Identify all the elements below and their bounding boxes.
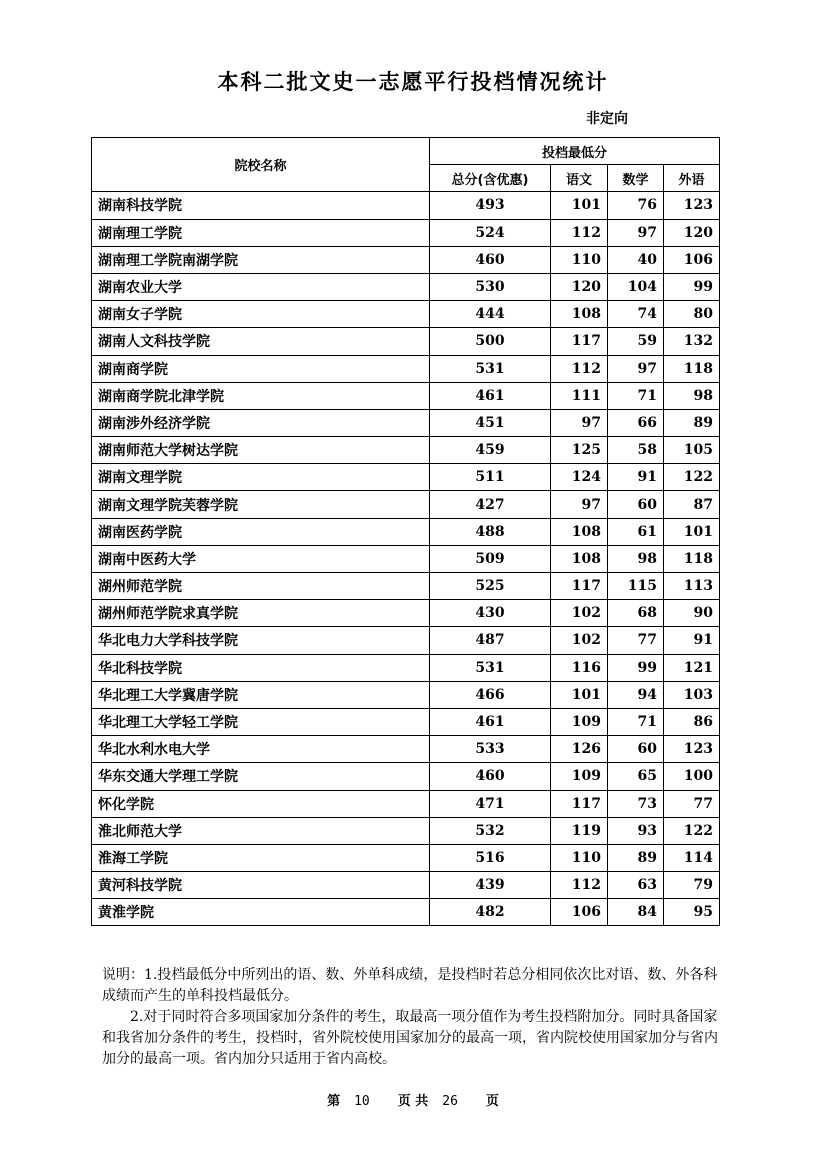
table-row [92, 273, 720, 300]
chinese-score-cell: 102 [551, 600, 608, 627]
table-row [92, 790, 720, 817]
total-score-cell: 461 [430, 708, 551, 735]
chinese-score-cell: 112 [551, 872, 608, 899]
table-row [92, 518, 720, 545]
table-row [92, 328, 720, 355]
chinese-score-cell: 108 [551, 301, 608, 328]
english-score-cell: 95 [664, 899, 720, 926]
math-score-cell: 68 [608, 600, 664, 627]
chinese-score-cell: 102 [551, 627, 608, 654]
english-score-cell: 90 [664, 600, 720, 627]
school-name-cell: 湖南医药学院 [92, 518, 430, 545]
school-name-cell: 黄河科技学院 [92, 872, 430, 899]
footer-prefix: 第 [327, 1094, 341, 1109]
table-row [92, 627, 720, 654]
school-name-cell: 湖南理工学院 [92, 219, 430, 246]
table-row [92, 600, 720, 627]
math-score-cell: 94 [608, 681, 664, 708]
header-school-name: 院校名称 [92, 138, 430, 192]
total-score-cell: 524 [430, 219, 551, 246]
math-score-cell: 76 [608, 192, 664, 219]
english-score-cell: 103 [664, 681, 720, 708]
chinese-score-cell: 106 [551, 899, 608, 926]
school-name-cell: 湖南农业大学 [92, 273, 430, 300]
school-name-cell: 淮海工学院 [92, 844, 430, 871]
chinese-score-cell: 97 [551, 409, 608, 436]
table-row [92, 301, 720, 328]
english-score-cell: 132 [664, 328, 720, 355]
english-score-cell: 120 [664, 219, 720, 246]
footer-page-total: 26 [442, 1094, 458, 1109]
english-score-cell: 122 [664, 464, 720, 491]
english-score-cell: 122 [664, 817, 720, 844]
school-name-cell: 湖州师范学院 [92, 573, 430, 600]
english-score-cell: 121 [664, 654, 720, 681]
chinese-score-cell: 97 [551, 491, 608, 518]
total-score-cell: 493 [430, 192, 551, 219]
total-score-cell: 460 [430, 246, 551, 273]
total-score-cell: 471 [430, 790, 551, 817]
total-score-cell: 466 [430, 681, 551, 708]
english-score-cell: 80 [664, 301, 720, 328]
math-score-cell: 60 [608, 736, 664, 763]
table-body [92, 192, 720, 926]
table-row [92, 491, 720, 518]
table-row [92, 464, 720, 491]
english-score-cell: 79 [664, 872, 720, 899]
total-score-cell: 460 [430, 763, 551, 790]
math-score-cell: 74 [608, 301, 664, 328]
notes-section [102, 965, 727, 1070]
chinese-score-cell: 101 [551, 192, 608, 219]
table-row [92, 545, 720, 572]
table-row [92, 192, 720, 219]
table-row [92, 872, 720, 899]
total-score-cell: 500 [430, 328, 551, 355]
english-score-cell: 89 [664, 409, 720, 436]
math-score-cell: 61 [608, 518, 664, 545]
total-score-cell: 531 [430, 355, 551, 382]
school-name-cell: 湖南商学院 [92, 355, 430, 382]
table-row [92, 654, 720, 681]
chinese-score-cell: 117 [551, 328, 608, 355]
school-name-cell: 淮北师范大学 [92, 817, 430, 844]
table-row [92, 763, 720, 790]
chinese-score-cell: 112 [551, 219, 608, 246]
english-score-cell: 87 [664, 491, 720, 518]
math-score-cell: 60 [608, 491, 664, 518]
english-score-cell: 118 [664, 545, 720, 572]
header-min-score: 投档最低分 [430, 138, 720, 165]
note-1: 说明：1.投档最低分中所列出的语、数、外单科成绩，是投档时若总分相同依次比对语、数、外各科成绩而产生的单科投档最低分。 [102, 967, 718, 1004]
chinese-score-cell: 111 [551, 382, 608, 409]
english-score-cell: 100 [664, 763, 720, 790]
math-score-cell: 63 [608, 872, 664, 899]
math-score-cell: 40 [608, 246, 664, 273]
footer-suffix: 页 [485, 1094, 499, 1109]
chinese-score-cell: 125 [551, 437, 608, 464]
math-score-cell: 58 [608, 437, 664, 464]
english-score-cell: 99 [664, 273, 720, 300]
total-score-cell: 461 [430, 382, 551, 409]
chinese-score-cell: 124 [551, 464, 608, 491]
chinese-score-cell: 117 [551, 573, 608, 600]
math-score-cell: 71 [608, 382, 664, 409]
school-name-cell: 湖南人文科技学院 [92, 328, 430, 355]
english-score-cell: 123 [664, 736, 720, 763]
math-score-cell: 71 [608, 708, 664, 735]
total-score-cell: 511 [430, 464, 551, 491]
school-name-cell: 黄淮学院 [92, 899, 430, 926]
table-row [92, 736, 720, 763]
english-score-cell: 118 [664, 355, 720, 382]
admission-table [91, 137, 720, 926]
chinese-score-cell: 120 [551, 273, 608, 300]
school-name-cell: 华北理工大学轻工学院 [92, 708, 430, 735]
chinese-score-cell: 117 [551, 790, 608, 817]
total-score-cell: 516 [430, 844, 551, 871]
subtitle-label: 非定向 [586, 111, 628, 127]
school-name-cell: 湖南师范大学树达学院 [92, 437, 430, 464]
chinese-score-cell: 109 [551, 763, 608, 790]
table-row [92, 382, 720, 409]
english-score-cell: 106 [664, 246, 720, 273]
total-score-cell: 444 [430, 301, 551, 328]
footer-page-number: 10 [354, 1094, 370, 1109]
school-name-cell: 湖南涉外经济学院 [92, 409, 430, 436]
header-english: 外语 [664, 165, 720, 192]
english-score-cell: 105 [664, 437, 720, 464]
chinese-score-cell: 108 [551, 518, 608, 545]
total-score-cell: 525 [430, 573, 551, 600]
header-total: 总分(含优惠) [430, 165, 551, 192]
table-row [92, 246, 720, 273]
total-score-cell: 427 [430, 491, 551, 518]
table-row [92, 409, 720, 436]
math-score-cell: 97 [608, 355, 664, 382]
math-score-cell: 89 [608, 844, 664, 871]
math-score-cell: 97 [608, 219, 664, 246]
table-row [92, 219, 720, 246]
english-score-cell: 113 [664, 573, 720, 600]
chinese-score-cell: 126 [551, 736, 608, 763]
math-score-cell: 98 [608, 545, 664, 572]
page-footer [0, 1090, 826, 1109]
chinese-score-cell: 109 [551, 708, 608, 735]
chinese-score-cell: 112 [551, 355, 608, 382]
math-score-cell: 115 [608, 573, 664, 600]
math-score-cell: 93 [608, 817, 664, 844]
table-row [92, 573, 720, 600]
note-2: 2.对于同时符合多项国家加分条件的考生，取最高一项分值作为考生投档附加分。同时具备国家和我省加分条件的考生，投档时，省外院校使用国家加分的最高一项，省内院校使用国家加分与省内加分的最高一项。省内加分只适用于省内高校。 [102, 1009, 718, 1067]
total-score-cell: 530 [430, 273, 551, 300]
school-name-cell: 湖南商学院北津学院 [92, 382, 430, 409]
total-score-cell: 439 [430, 872, 551, 899]
total-score-cell: 488 [430, 518, 551, 545]
school-name-cell: 华北电力大学科技学院 [92, 627, 430, 654]
school-name-cell: 华北水利水电大学 [92, 736, 430, 763]
page-title: 本科二批文史一志愿平行投档情况统计 [217, 70, 609, 94]
total-score-cell: 533 [430, 736, 551, 763]
table-row [92, 681, 720, 708]
math-score-cell: 84 [608, 899, 664, 926]
header-math: 数学 [608, 165, 664, 192]
total-score-cell: 487 [430, 627, 551, 654]
chinese-score-cell: 110 [551, 844, 608, 871]
chinese-score-cell: 110 [551, 246, 608, 273]
math-score-cell: 104 [608, 273, 664, 300]
school-name-cell: 华北科技学院 [92, 654, 430, 681]
total-score-cell: 459 [430, 437, 551, 464]
english-score-cell: 98 [664, 382, 720, 409]
english-score-cell: 114 [664, 844, 720, 871]
math-score-cell: 99 [608, 654, 664, 681]
chinese-score-cell: 108 [551, 545, 608, 572]
school-name-cell: 华东交通大学理工学院 [92, 763, 430, 790]
chinese-score-cell: 116 [551, 654, 608, 681]
english-score-cell: 77 [664, 790, 720, 817]
school-name-cell: 湖南文理学院 [92, 464, 430, 491]
total-score-cell: 509 [430, 545, 551, 572]
total-score-cell: 532 [430, 817, 551, 844]
math-score-cell: 91 [608, 464, 664, 491]
math-score-cell: 59 [608, 328, 664, 355]
school-name-cell: 湖南理工学院南湖学院 [92, 246, 430, 273]
table-row [92, 708, 720, 735]
total-score-cell: 482 [430, 899, 551, 926]
header-chinese: 语文 [551, 165, 608, 192]
total-score-cell: 531 [430, 654, 551, 681]
table-row [92, 844, 720, 871]
math-score-cell: 73 [608, 790, 664, 817]
english-score-cell: 86 [664, 708, 720, 735]
footer-mid: 页 共 [397, 1094, 429, 1109]
total-score-cell: 430 [430, 600, 551, 627]
school-name-cell: 湖南科技学院 [92, 192, 430, 219]
school-name-cell: 湖南文理学院芙蓉学院 [92, 491, 430, 518]
chinese-score-cell: 101 [551, 681, 608, 708]
table-row [92, 437, 720, 464]
math-score-cell: 65 [608, 763, 664, 790]
table-row [92, 899, 720, 926]
math-score-cell: 66 [608, 409, 664, 436]
school-name-cell: 湖南女子学院 [92, 301, 430, 328]
chinese-score-cell: 119 [551, 817, 608, 844]
math-score-cell: 77 [608, 627, 664, 654]
school-name-cell: 华北理工大学冀唐学院 [92, 681, 430, 708]
table-row [92, 817, 720, 844]
school-name-cell: 怀化学院 [92, 790, 430, 817]
table-row [92, 355, 720, 382]
english-score-cell: 101 [664, 518, 720, 545]
english-score-cell: 123 [664, 192, 720, 219]
total-score-cell: 451 [430, 409, 551, 436]
school-name-cell: 湖州师范学院求真学院 [92, 600, 430, 627]
school-name-cell: 湖南中医药大学 [92, 545, 430, 572]
english-score-cell: 91 [664, 627, 720, 654]
